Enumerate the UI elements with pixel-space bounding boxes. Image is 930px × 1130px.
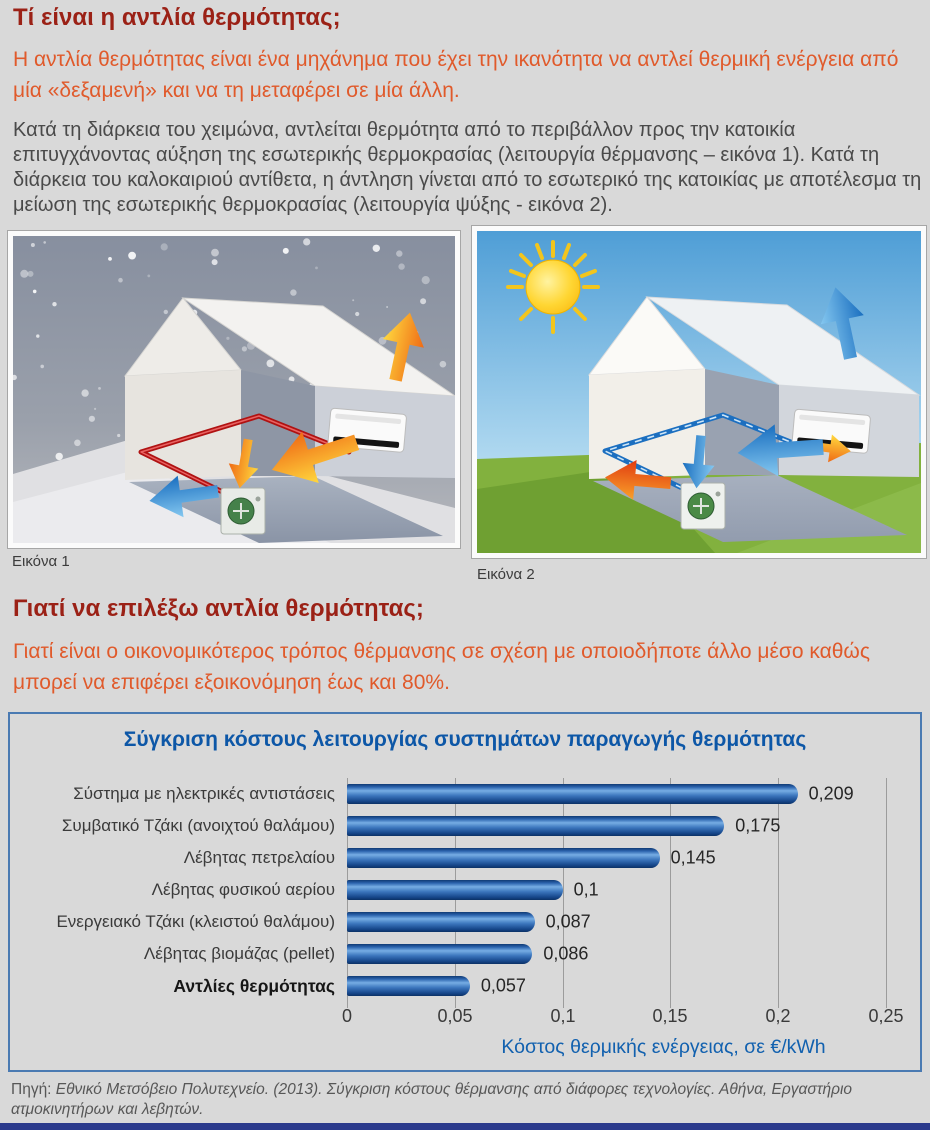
winter-scene-illustration [13, 236, 455, 543]
chart-bar-area [347, 874, 920, 906]
chart-category-label: Σύστημα με ηλεκτρικές αντιστάσεις [73, 784, 335, 803]
chart-category-label: Συμβατικό Τζάκι (ανοιχτού θαλάμου) [61, 816, 335, 835]
chart-plot-area [10, 778, 920, 1002]
page-footer-bar [0, 1123, 930, 1130]
figure1-caption: Εικόνα 1 [12, 553, 70, 570]
chart-category-label: Λέβητας βιομάζας (pellet) [143, 944, 335, 963]
outdoor-unit [681, 483, 725, 529]
chart-rows [10, 778, 920, 1002]
chart-x-tick: 0,15 [652, 1006, 688, 1026]
chart-bar-area [347, 938, 920, 970]
section-why-lead: Γιατί είναι ο οικονομικότερος τρόπος θέρμανσης σε σχέση με οποιοδήποτε άλλο μέσο καθώς μπορεί να επιφέρει εξοικονόμηση έως και 80%. [13, 640, 870, 694]
summer-scene-illustration [477, 231, 921, 553]
chart-xticks [341, 1006, 904, 1028]
outdoor-unit [221, 488, 265, 534]
source-prefix: Πηγή: [11, 1081, 52, 1098]
section-what-body: Κατά τη διάρκεια του χειμώνα, αντλείται θερμότητα από το περιβάλλον προς την κατοικία επιτυγχάνοντας αύξηση της εσωτερικής θερμοκρασίας (λειτουργία θέρμανσης – εικόνα 1). Κατά τη διάρκεια του καλοκαιριού αντίθετα, η άντληση γίνεται από το εσωτερικό της κατοικίας με αποτέλεσμα τη μείωση της εσωτερικής θερμοκρασίας (λειτουργία ψύξης - εικόνα 2). [13, 119, 922, 216]
chart-row [10, 970, 920, 1002]
chart-value-label: 0,086 [543, 943, 589, 964]
chart-bar-area [347, 842, 920, 874]
cost-comparison-chart [8, 712, 922, 1072]
chart-category-label: Λέβητας πετρελαίου [183, 848, 335, 867]
chart-x-axis-label: Κόστος θερμικής ενέργειας, σε €/kWh [501, 1036, 826, 1058]
chart-bar [347, 944, 532, 964]
chart-row [10, 938, 920, 970]
chart-value-label: 0,057 [480, 975, 526, 996]
chart-bar [347, 880, 563, 900]
chart-bar [347, 816, 724, 836]
chart-value-label: 0,1 [573, 879, 599, 900]
chart-bar-area [347, 906, 920, 938]
source-text: Εθνικό Μετσόβειο Πολυτεχνείο. (2013). Σύγκριση κόστους θέρμανσης από διάφορες τεχνολογίες. Αθήνα, Εργαστήριο ατμοκινητήρων και λεβητών. [11, 1081, 853, 1118]
chart-x-tick: 0,1 [550, 1006, 576, 1026]
chart-row [10, 810, 920, 842]
chart-x-tick: 0,2 [765, 1006, 791, 1026]
chart-bar-area [347, 970, 920, 1002]
chart-x-tick: 0,25 [868, 1006, 904, 1026]
chart-value-label: 0,145 [670, 847, 716, 868]
chart-value-label: 0,209 [808, 783, 854, 804]
chart-bar [347, 784, 798, 804]
chart-row [10, 778, 920, 810]
chart-row [10, 874, 920, 906]
chart-row [10, 842, 920, 874]
chart-bar-area [347, 810, 920, 842]
figure-winter-heating [8, 231, 460, 548]
chart-x-tick: 0 [341, 1006, 353, 1026]
chart-x-tick: 0,05 [437, 1006, 473, 1026]
chart-category-label: Λέβητας φυσικού αερίου [151, 880, 335, 899]
chart-value-label: 0,087 [545, 911, 591, 932]
chart-value-label: 0,175 [735, 815, 781, 836]
source-citation [11, 1080, 927, 1120]
section-why-heading: Γιατί να επιλέξω αντλία θερμότητας; [13, 595, 424, 622]
sun-icon [508, 242, 598, 332]
chart-bar [347, 976, 470, 996]
chart-bar [347, 848, 660, 868]
chart-bar [347, 912, 535, 932]
figure2-caption: Εικόνα 2 [477, 566, 535, 583]
chart-bar-area [347, 778, 920, 810]
section-what-lead: Η αντλία θερμότητας είναι ένα μηχάνημα που έχει την ικανότητα να αντλεί θερμική ενέργεια από μία «δεξαμενή» και να τη μεταφέρει σε μία άλλη. [13, 48, 899, 102]
section-what-heading: Τί είναι η αντλία θερμότητας; [13, 4, 341, 31]
chart-category-label: Ενεργειακό Τζάκι (κλειστού θαλάμου) [56, 912, 335, 931]
chart-category-label: Αντλίες θερμότητας [173, 975, 335, 996]
chart-title: Σύγκριση κόστους λειτουργίας συστημάτων παραγωγής θερμότητας [123, 728, 807, 751]
chart-row [10, 906, 920, 938]
figure-summer-cooling [472, 226, 926, 558]
